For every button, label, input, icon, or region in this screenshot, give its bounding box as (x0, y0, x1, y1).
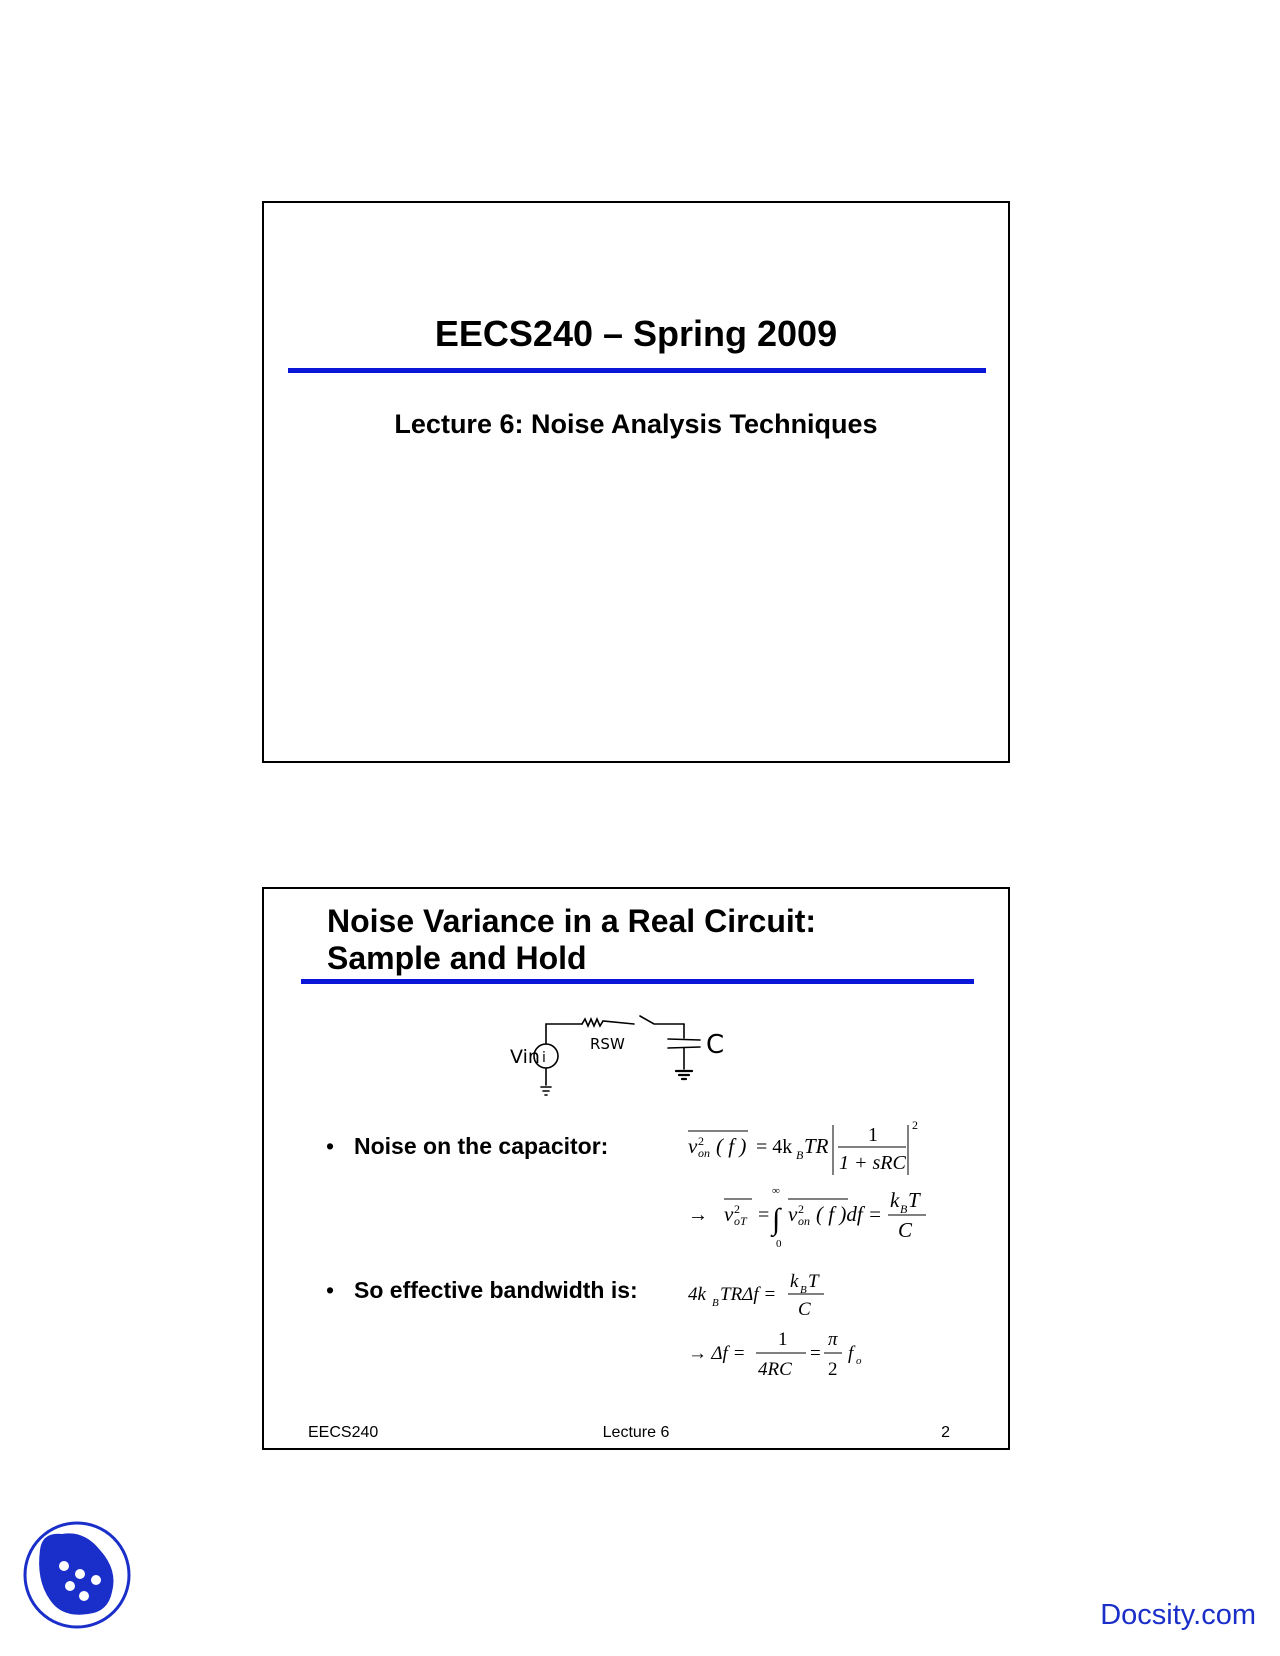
svg-text:→ Δf =: → Δf = (688, 1343, 746, 1364)
title-divider (301, 979, 974, 984)
title-divider (288, 368, 986, 373)
svg-text:T: T (808, 1271, 819, 1292)
svg-text:=: = (758, 1204, 770, 1226)
title-slide (262, 201, 1010, 763)
slide-subtitle: Lecture 6: Noise Analysis Techniques (394, 409, 878, 439)
svg-text:( f )df =: ( f )df = (816, 1202, 883, 1226)
switch-symbol (640, 1016, 684, 1024)
svg-text:k: k (790, 1271, 799, 1292)
equation-total-noise (684, 1185, 944, 1251)
svg-text:on: on (698, 1146, 710, 1160)
equation-noise-psd (684, 1117, 934, 1179)
svg-text:C: C (898, 1218, 913, 1242)
svg-text:on: on (798, 1214, 810, 1228)
docsity-watermark-link[interactable]: Docsity.com (1100, 1599, 1256, 1631)
svg-text:∫: ∫ (772, 1203, 781, 1236)
svg-text:C: C (798, 1299, 811, 1320)
svg-text:v: v (688, 1134, 698, 1158)
ground-symbol-cap (676, 1071, 692, 1079)
svg-text:1: 1 (868, 1124, 878, 1146)
svg-text:= 4k: = 4k (756, 1136, 793, 1158)
svg-text:0: 0 (776, 1238, 782, 1250)
footer-course: EECS240 (308, 1424, 379, 1441)
slide-title-line2: Sample and Hold (327, 940, 587, 976)
svg-text:B: B (900, 1202, 908, 1216)
svg-text:π: π (828, 1329, 838, 1350)
slide-title-line1: Noise Variance in a Real Circuit: (327, 903, 817, 939)
equation-bandwidth-balance (684, 1267, 884, 1323)
docsity-logo-icon (22, 1520, 132, 1630)
resistor-label: RSW (590, 1035, 625, 1053)
svg-text:∞: ∞ (772, 1185, 780, 1197)
footer-lecture: Lecture 6 (602, 1424, 670, 1441)
svg-text:B: B (712, 1297, 719, 1309)
slide-title (327, 903, 816, 977)
source-symbol-label: i (542, 1050, 546, 1066)
svg-text:o: o (856, 1355, 862, 1367)
svg-text:→: → (688, 1204, 708, 1226)
ground-symbol-source (541, 1068, 551, 1095)
svg-text:TRΔf =: TRΔf = (720, 1284, 777, 1305)
svg-text:k: k (890, 1188, 900, 1212)
svg-text:=: = (810, 1343, 821, 1364)
sample-hold-circuit-diagram (504, 1009, 744, 1104)
svg-text:2: 2 (912, 1118, 918, 1132)
svg-text:2: 2 (798, 1202, 804, 1216)
svg-text:2: 2 (828, 1359, 838, 1380)
bullet-noise-on-capacitor: • Noise on the capacitor: (326, 1133, 609, 1159)
resistor-symbol (582, 1019, 634, 1026)
wire-top-left (546, 1024, 582, 1044)
svg-text:oT: oT (734, 1214, 747, 1228)
svg-text:2: 2 (734, 1202, 740, 1216)
capacitor-label: C (706, 1030, 725, 1060)
svg-text:4k: 4k (688, 1284, 706, 1305)
svg-text:B: B (796, 1148, 804, 1162)
footer-page-number: 2 (941, 1424, 950, 1441)
svg-text:T: T (908, 1188, 920, 1212)
svg-text:1 + sRC: 1 + sRC (839, 1152, 906, 1174)
svg-text:4RC: 4RC (758, 1359, 792, 1380)
slide-title: EECS240 – Spring 2009 (434, 313, 838, 354)
svg-text:1: 1 (778, 1329, 788, 1350)
svg-text:2: 2 (698, 1134, 704, 1148)
svg-text:v: v (724, 1202, 734, 1226)
svg-text:f: f (848, 1343, 854, 1364)
capacitor-plate-top (668, 1039, 700, 1040)
content-slide (262, 887, 1010, 1450)
svg-text:TR: TR (804, 1134, 829, 1158)
svg-text:v: v (788, 1202, 798, 1226)
bullet-effective-bandwidth: • So effective bandwidth is: (326, 1277, 638, 1303)
svg-text:( f ): ( f ) (716, 1134, 747, 1158)
equation-delta-f (684, 1325, 904, 1385)
svg-text:B: B (800, 1284, 807, 1296)
source-label: Vin (510, 1046, 540, 1068)
